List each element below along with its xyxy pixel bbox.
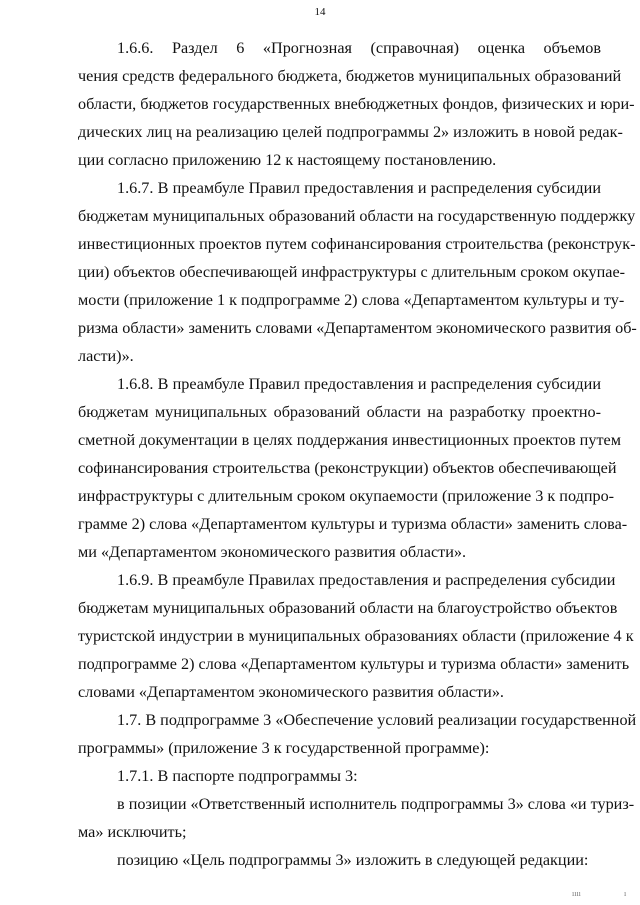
text-line: 1.7. В подпрограмме 3 «Обеспечение условий реализации государственной	[117, 711, 637, 729]
text-line: туристской индустрии в муниципальных образованиях области (приложение 4 к	[78, 627, 634, 645]
text-line: ризма области» заменить словами «Департаментом экономического развития об-	[78, 319, 637, 337]
text-line: программы» (приложение 3 к государственной программе):	[78, 739, 490, 757]
text-line: инфраструктуры с длительным сроком окупаемости (приложение 3 к подпро-	[78, 487, 615, 505]
text-line: грамме 2) слова «Департаментом культуры и туризма области» заменить слова-	[78, 515, 628, 533]
text-line: дических лиц на реализацию целей подпрограммы 2» изложить в новой редак-	[78, 123, 623, 141]
text-line: ции) объектов обеспечивающей инфраструктуры с длительным сроком окупае-	[78, 263, 626, 281]
text-line: инвестиционных проектов путем софинансирования строительства (реконструк-	[78, 235, 636, 253]
text-line: ма» исключить;	[78, 823, 187, 841]
scan-footer-mark: ıııı	[572, 889, 581, 898]
text-line: бюджетам муниципальных образований области на благоустройство объектов	[78, 599, 618, 617]
text-line: области, бюджетов государственных внебюджетных фондов, физических и юри-	[78, 95, 635, 113]
text-line: 1.6.6. Раздел 6 «Прогнозная (справочная) оценка объемов	[117, 39, 601, 57]
text-line: мости (приложение 1 к подпрограмме 2) слова «Департаментом культуры и ту-	[78, 291, 625, 309]
text-line: 1.6.8. В преамбуле Правил предоставления и распределения субсидии	[117, 375, 601, 393]
text-line: ции согласно приложению 12 к настоящему постановлению.	[78, 151, 497, 169]
page-number: 14	[314, 6, 326, 18]
text-line: 1.7.1. В паспорте подпрограммы 3:	[117, 767, 358, 785]
text-line: подпрограмме 2) слова «Департаментом культуры и туризма области» заменить	[78, 655, 630, 673]
text-line: ми «Департаментом экономического развития области».	[78, 543, 467, 561]
text-line: позицию «Цель подпрограммы 3» изложить в следующей редакции:	[117, 851, 589, 869]
text-line: в позиции «Ответственный исполнитель подпрограммы 3» слова «и туриз-	[117, 795, 635, 813]
text-line: 1.6.9. В преамбуле Правилах предоставления и распределения субсидии	[117, 571, 616, 589]
text-line: сметной документации в целях поддержания инвестиционных проектов путем	[78, 431, 621, 449]
scan-footer-mark: ı	[624, 889, 627, 898]
text-line: бюджетам муниципальных образований области на государственную поддержку	[78, 207, 636, 225]
text-line: бюджетам муниципальных образований области на разработку проектно-	[78, 403, 601, 421]
text-line: софинансирования строительства (реконструкции) объектов обеспечивающей	[78, 459, 617, 477]
text-line: словами «Департаментом экономического развития области».	[78, 683, 504, 701]
text-line: чения средств федерального бюджета, бюджетов муниципальных образований	[78, 67, 622, 85]
text-line: 1.6.7. В преамбуле Правил предоставления и распределения субсидии	[117, 179, 601, 197]
text-line: ласти)».	[78, 347, 134, 365]
